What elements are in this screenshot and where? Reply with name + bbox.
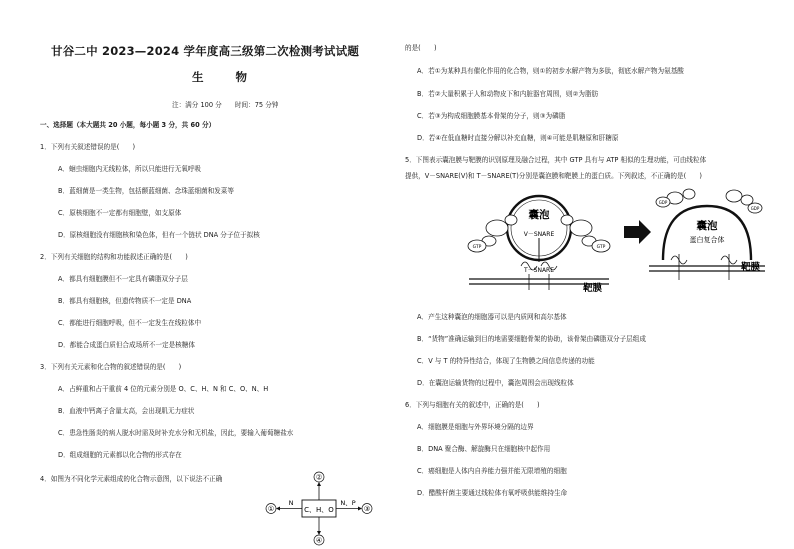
q6-stem: 6．下列与细胞有关的叙述中，正确的是( ) [405, 401, 540, 409]
q2-option-a: A．都具有细胞膜但不一定具有磷脂双分子层 [58, 275, 188, 283]
q4-element-diagram [262, 470, 382, 548]
exam-info: 注：满分 100 分 时间：75 分钟 [172, 101, 279, 109]
q6-option-d: D．醋酸杆菌主要通过线粒体有氧呼吸供能维持生命 [417, 489, 568, 497]
q4-option-a: A．若①为某种具有催化作用的化合物，则①的初步水解产物为多肽，彻底水解产物为氨基酸 [417, 67, 684, 75]
target-membrane-label: 靶膜 [583, 283, 603, 294]
q1-stem: 1．下列有关叙述错误的是( ) [40, 143, 136, 151]
vesicle-after-fusion [649, 189, 765, 280]
gdp-label-right: GDP [750, 206, 760, 211]
q5-stem-line1: 5．下图表示囊泡膜与靶膜的识别原理及融合过程，其中 GTP 具有与 ATP 相似的生理功能，可由线粒体 [405, 156, 707, 164]
q5-option-b: B．“货物”准确运输到目的地需要细胞骨架的协助，该骨架由磷脂双分子层组成 [417, 335, 646, 343]
fused-vesicle-label: 囊泡 [696, 220, 718, 232]
q1-option-a: A．蛔虫细胞内无线粒体，所以只能进行无氧呼吸 [58, 165, 201, 173]
right-arrow-label: N、P [340, 499, 356, 507]
q5-stem-line2: 提供，V－SNARE(V)和 T－SNARE(T)分别是囊泡膜和靶膜上的蛋白质。下列叙述，不正确的是( ) [405, 172, 702, 180]
q2-option-d: D．都能合成蛋白质但合成场所不一定是核糖体 [58, 341, 195, 349]
target-membrane-label-2: 靶膜 [741, 262, 761, 273]
q1-option-b: B．蓝细菌是一类生物，包括颤蓝细菌、念珠蓝细菌和发菜等 [58, 187, 234, 195]
q4-option-c: C．若③为构成细胞膜基本骨架的分子，则③为磷脂 [417, 112, 566, 120]
q1-option-d: D．原核细胞没有细胞核和染色体，但有一个链状 DNA 分子位于拟核 [58, 231, 260, 239]
svg-text:②: ② [315, 473, 323, 482]
gtp-label-right: GTP [596, 245, 606, 250]
q5-option-d: D．在囊泡运输货物的过程中，囊泡周围会出现线粒体 [417, 379, 574, 387]
q3-option-c: C．患急性肠炎的病人脱水时需及时补充水分和无机盐，因此，要输入葡萄糖盐水 [58, 429, 294, 437]
q4-stem: 4．如图为不同化学元素组成的化合物示意图，以下说法不正确 [40, 475, 223, 483]
gdp-label-left: GDP [658, 200, 668, 205]
right-arrow [624, 220, 651, 244]
q5-option-c: C．V 与 T 的特异性结合，体现了生物膜之间信息传递的功能 [417, 357, 595, 365]
svg-text:④: ④ [315, 536, 323, 545]
exam-title: 甘谷二中 2023—2024 学年度高三级第二次检测考试试题 [51, 44, 360, 58]
center-label: C、H、O [304, 506, 334, 514]
subject-title: 生 物 [192, 70, 262, 84]
q6-option-a: A．细胞膜是细胞与外界环境分隔的边界 [417, 423, 534, 431]
q6-option-b: B．DNA 聚合酶、解旋酶只在细胞核中起作用 [417, 445, 551, 453]
gtp-label-left: GTP [472, 245, 482, 250]
q4-stem-continued: 的是( ) [405, 44, 437, 52]
q4-option-d: D．若④在低血糖时直接分解以补充血糖，则④可能是肌糖原和肝糖原 [417, 134, 619, 142]
svg-text:③: ③ [363, 505, 371, 513]
v-snare-label: V－SNARE [523, 231, 555, 238]
svg-text:①: ① [267, 505, 275, 513]
left-arrow-label: N [288, 499, 294, 507]
q5-vesicle-diagram [449, 186, 774, 298]
q2-option-b: B．都具有细胞核，但遗传物质不一定是 DNA [58, 297, 192, 305]
q5-option-a: A．产生这种囊泡的细胞器可以是内质网和高尔基体 [417, 313, 567, 321]
section-heading: 一、选择题（本大题共 20 小题，每小题 3 分，共 60 分） [40, 121, 216, 129]
q6-option-c: C．癌细胞是人体内自养能力强并能无限增殖的细胞 [417, 467, 567, 475]
q3-option-d: D．组成细胞的元素都以化合物的形式存在 [58, 451, 182, 459]
vesicle-label: 囊泡 [528, 209, 550, 221]
t-snare-label: T－SNARE [523, 267, 555, 274]
protein-complex-label: 蛋白复合体 [689, 236, 725, 244]
q2-option-c: C．都能进行细胞呼吸，但不一定发生在线粒体中 [58, 319, 202, 327]
q1-option-c: C．原核细胞不一定都有细胞壁，如支原体 [58, 209, 182, 217]
q3-stem: 3．下列有关元素和化合物的叙述错误的是( ) [40, 363, 182, 371]
vesicle-before-fusion [468, 196, 610, 294]
q3-option-b: B．血液中钙离子含量太高，会出现肌无力症状 [58, 407, 195, 415]
q4-option-b: B．若②大量积累于人和动物皮下和内脏器官周围，则②为脂肪 [417, 90, 599, 98]
q2-stem: 2．下列有关细胞的结构和功能叙述正确的是( ) [40, 253, 188, 261]
q3-option-a: A．占鲜重和占干重前 4 位的元素分别是 O、C、H、N 和 C、O、N、H [58, 385, 269, 393]
